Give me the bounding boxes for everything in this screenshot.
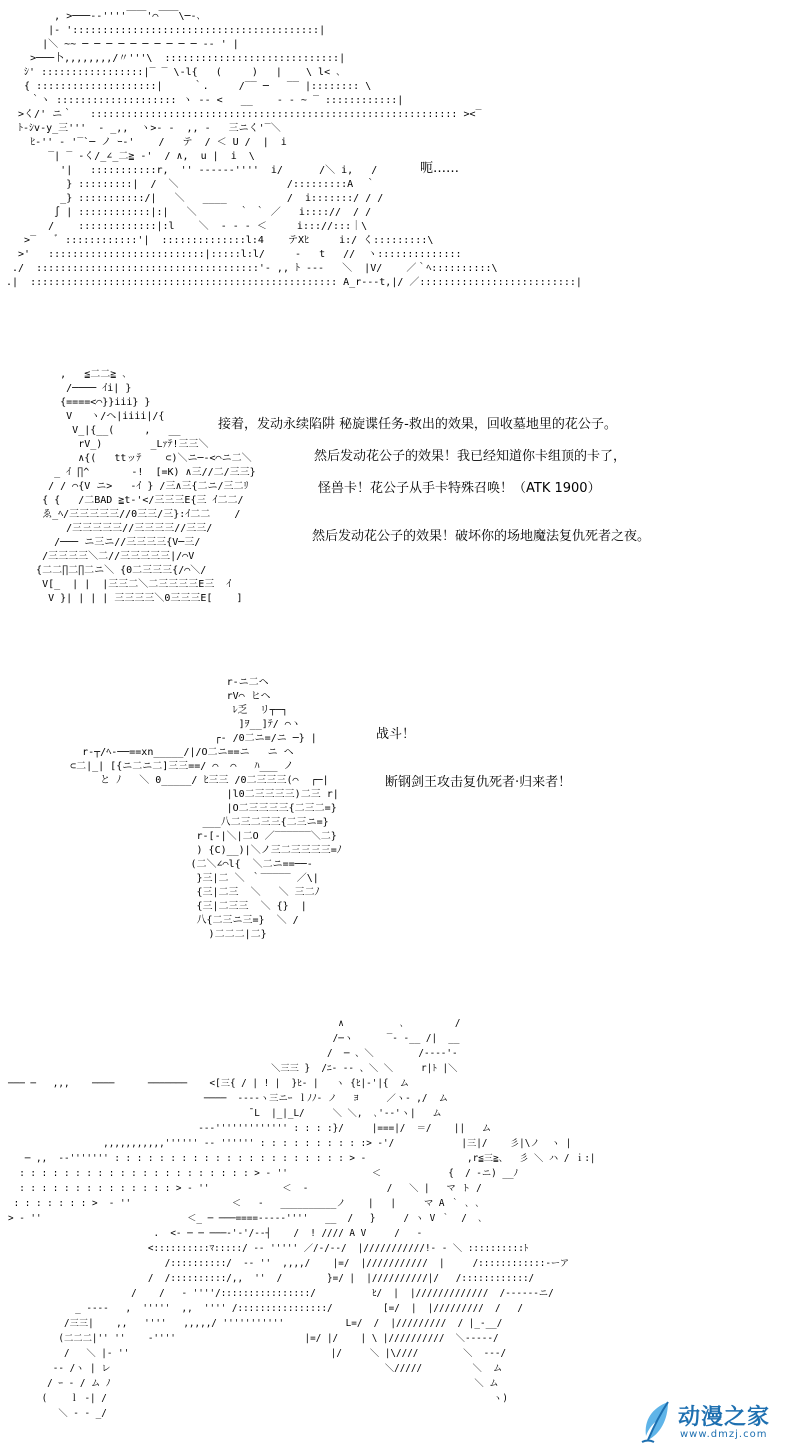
dialogue-line: 然后发动花公子的效果！破坏你的场地魔法复仇死者之夜。 (312, 529, 651, 544)
ascii-art-duelist: , ≦二二≧ ､ /──── ｲi| } {====<⌒}}iii} } V ヽ/ヘ|iiii|/{ V_|{__( , __ rV_) _Lｧﾃ!三三＼ ∧{( ttッﾃ ⊂)＼ニ─‐<⌒ニ二＼ _ ｲ ∏^ ‐! [=K) ∧三//二/三三} / / ⌒{V ニ> ‐ｲ } /三∧三{二ニ/三二ﾘ { { /二BAD ≧t‐'</三三三E{三 ｲ二二/ ゑ_ﾍ/三三三三三//0三三/三}:ｲ二二 / /三三三三三//三三三三//三三/ /─── ニ三ニ//三三三三{V─三/ /三三三三＼二//三三三三三|/⌒V {二二∏二∏二ニ＼ {0二三三三{/⌒＼/ V[_ | | |三三二＼二三三三三E三 ｲ V }| | | | 三三三三＼0三三三E[ ] (36, 369, 256, 604)
ascii-art-attack-scene: ∧ ､ / /─ヽ ‾- ‐__ /| __ / ─ 、＼ /‐‐‐‐'‐ ＼三三 } /ﾆ- ‐‐ 、＼ ＼ r|ﾄ |＼ ─── ─ ,,, ──── ─────── <[三{ / | ! | }ﾋ‐ | ヽ {ﾋ|‐'|{ ム ──── ‐‐‐‐ヽ三ニｰ ｌﾉﾉ‐ ノ ﾖ ／ヽ‐ ,/ ム ̄ L |_|_L/ ＼ ＼, ､'‐‐'ヽ| ム ‐‐‐''''''''''''' : : : :}/ |===|/ ＝/ || ム ,,,,,,,,,,,'''''' ‐‐ '''''' : : : : : : : : : :> ‐'/ |三|/ 彡|\ノ ヽ | ─ ,, ‐‐''''''' : : : : : : : : : : : : : : : : : : : : : > ‐ ,r≦三≧、 彡 ＼ ハ / ｉ:| : : : : : : : : : : : : : : : : : : : : : > ‐ '' ＜ { / -ニ) __ﾉ : : : : : : : : : : : : : : > ‐ '' ＜ ‐ / ＼ | マ ト / : : : : : : : > ‐ '' ＜ ‐ __________ノ | | マ A ｀ ､ ､ > ‐ '' ＜_ ─ ───====‐‐‐‐‐'''' __ / } / ヽ V ｀ / ､ . <‐ ─ ─ ───‐'‐'/‐‐┤ / ! //// A V / ‐ <::::::::::ﾏ:::::/ ‐‐ ''''' ／/‐/‐‐/ |///////////!‐ ‐ ＼ ::::::::::ﾄ /::::::::::/ -‐ '' ,,,,/ |=/ |/////////// | /::::::::::::‐ーア / /::::::::::/,, '' / }=/ | |//////////|/ /::::::::::::/ / / ‐ ''''/::::::::::::::::/ ﾋ/ | |///////////// /‐‐‐‐‐‐ニ/ _ ‐‐‐‐ , ''''' ,, '''' /::::::::::::::::/ [=/ | |///////// / / /三三| ,, '''' ,,,,,/ ''''''''''' L=/ / |///////// / |_‐__/ (二二二|'' '' ‐'''' |=/ |/ | \ |////////// ＼‐‐‐‐‐/ / ＼ |‐ '' |/ ＼ |\//// ＼ ‐‐‐/ ‐‐ /ヽ | レ ＼///// ＼ ム / ｰ ‐ / ム ﾉ ＼ ム ( ｌ ‐| / ヽ) ＼ ‐ ‐ _/ (8, 1018, 596, 1419)
feather-icon (638, 1400, 674, 1444)
panel-2 (0, 360, 800, 660)
dialogue-line: 战斗！ (376, 727, 416, 742)
watermark-name: 动漫之家 (678, 1405, 771, 1430)
dialogue-line: 断钢剑王攻击复仇死者·归来者！ (385, 775, 572, 790)
panel-1 (0, 0, 800, 350)
ascii-art-knight: r‐ニ二ヘ rV⌒ ヒヘ ﾚ乏 リ┬─┐ ]ｦ__]ﾃ/ ⌒ヽ ┌‐ /0二ニ=/ニ ─} | r‐┬/ﾍ‐──==xn_____/|/O二ニ==ニ ニ ヘ ⊂二|_| [{ニ二ニ二]三三==/ ⌒ ⌒ ﾊ___ ノ と ﾉ ＼ 0_____/ ﾋ三三 /0二三三三(⌒ ┌─| |l0二三三三三)二三 r| |O二三三三三{二三二=} ___八二三二三三{二三ニ=} r‐[-|＼|二O ／‾‾‾‾‾‾＼二} ) {C)__)|＼ノ三二三三三三=ﾉ (二＼∠⌒l{ ＼二ニ==──‐ }三|二 ＼ ｀‾‾‾‾‾ ／\| {三|二三 ＼ ＼ 三二ﾉ {三|二三三 ＼ {} | 八{二三ニ三=} ＼ / )二二二|二} (70, 677, 342, 940)
dialogue-line: 呃…… (420, 161, 460, 176)
panel-3 (0, 670, 800, 980)
dialogue-line: 怪兽卡！花公子从手卡特殊召唤！（ATK 1900） (318, 481, 601, 496)
ascii-art-hat-man: , >───‐‐''''￣￣'⌒￣￣\─‐､ |‐ ':::::::::::::::::::::::::::::::::::::::::| |＼ ~~ ─ ─ ─ ─ ─ ─ ─ ─ ─ ─ ‐‐ ' | >───卜,,,,,,,,/〃'''\ :::::::::::::::::::::::::::::| ｼ' :::::::::::::::::|‾ ‾ \-l{ ( ) | \ l< ､ { ::::::::::::::::::::| ｀. /‾‾ ─ ‾‾ |:::::::: \ ｀ヽ :::::::::::::::::::: ヽ ‐‐ < __ ‐ ‐ ~ ‾ ::::::::::::| >く/' ニ｀ ::::::::::::::::::::::::::::::::::::::::::::::::::::::::::::: ><‾ ﾄ‐ｼv‐y_三''' ‐ _,, ヽ>‐ ‐ ,, ‐ 三ニく'‾＼ ﾋ‐'' ‐ '‾`─ ノ ｰ‐' / テ / ＜ U / | i ‾| ‾ ‐く/_∠_二≧ ‐' / ∧, u | i \ '| :::::::::::r, '' ‐‐‐‐‐‐'''' i/ /＼ i, / } :::::::::| / ＼ /:::::::::A ｀ _} :::::::::::/| ＼ ____ / i:::::::/ / / ∫ | ::::::::::::|:| ＼ ｀ ｀ ／ i::::// / / / :::::::::::::|:l ＼ ‐ ‐ ‐ ＜ i::://:::｜\ >‾ ﾞ ::::::::::::'| ::::::::::::::l:4 テXﾋ i:/ く:::::::::\ >' ::::::::::::::::::::::::::|:::::l:l/ ‐ t // ヽ:::::::::::::: ./ :::::::::::::::::::::::::::::::::::::'‐ ,, ﾄ ‐‐‐ ＼ |V/ ／｀ﾍ::::::::::\ .| ::::::::::::::::::::::::::::::::::::::::::::::::::: A_r‐‐‐t,|/ ／::::::::::::::::::::::::::| (6, 11, 582, 288)
dialogue-line: 接着，发动永续陷阱 秘旋谍任务-救出的效果，回收墓地里的花公子。 (218, 417, 617, 432)
panel-4 (0, 1010, 800, 1450)
watermark-url: www.dmzj.com (680, 1429, 768, 1440)
watermark (638, 1398, 788, 1446)
dialogue-line: 然后发动花公子的效果！我已经知道你卡组顶的卡了， (314, 449, 627, 464)
